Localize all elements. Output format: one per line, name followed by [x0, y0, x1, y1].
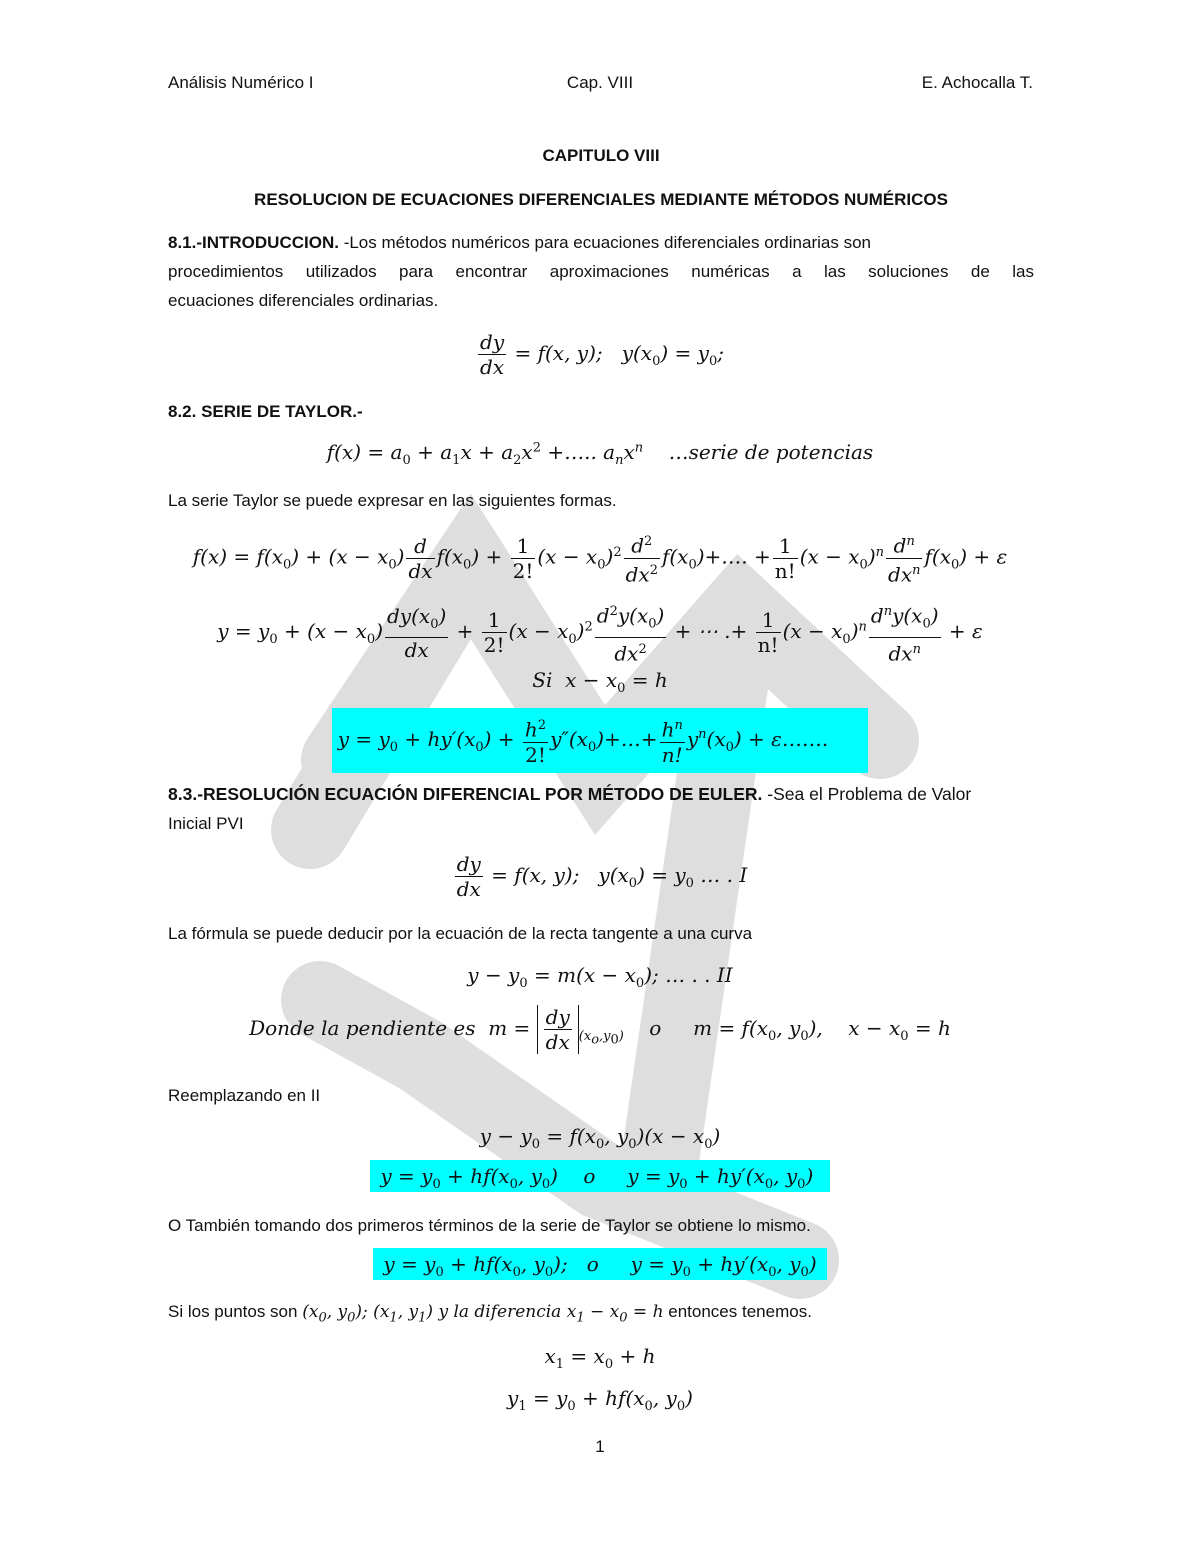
- reemplazando-text: Reemplazando en II: [168, 1086, 321, 1105]
- equation-euler-highlight-1: $y = y_0 + hf(x_0$, $y_0$) o $y = y_0 + hy'(x_0$, $y_0$): [150, 1164, 1050, 1192]
- equation-slope: Donde la pendiente es m = $\frac{dy}{dx}$ $_{(x_o,y_0)}$ o $m = f(x_0$, $y_0$), $x - x_0 = h$: [249, 1005, 951, 1054]
- si-label: Si: [532, 668, 553, 692]
- euler-line-1: [168, 780, 1034, 808]
- page-number: 1: [595, 1437, 605, 1456]
- puntos-line: Si los puntos son ($x_0$, $y_0$); ($x_1$, $y_1$) y la diferencia $x_1 - x_0 = h$ entonces tenemos.: [168, 1302, 812, 1326]
- equation-tangent-line: $y - y_0 = m(x - x_0)$; … . . II: [467, 963, 733, 991]
- section-heading-8-1: 8.1.-INTRODUCCION.: [168, 233, 339, 252]
- equation-pvi: $\frac{dy}{dx}$ = f(x, y); $y(x_0) = y_0$ … . I: [456, 852, 748, 901]
- intro-line-2: procedimientos utilizados para encontrar aproximaciones numéricas a las soluciones de las: [168, 262, 1034, 281]
- y-la-diferencia-text: y la diferencia: [438, 1302, 562, 1322]
- si-puntos-text: Si los puntos son: [168, 1302, 298, 1321]
- header-center: Cap. VIII: [566, 73, 634, 92]
- tangent-text: La fórmula se puede deducir por la ecuación de la recta tangente a una curva: [168, 924, 753, 943]
- equation-taylor-1: $f(x) = f(x_0) + (x - x_0)$ $\frac{d}{dx}$ $f(x_0)$ + $\frac{1}{2!}$ $(x - x_0)^2$ $\frac{d^2}{dx^2}$ $f(x_0)+\dots$. + $\frac{1}{n!}$ $(x - x_0)^n$ $\frac{d^n}{dx^n}$ $f(x_0) + \varepsilon$: [150, 530, 1050, 586]
- series-label: …serie de potencias: [668, 440, 874, 464]
- equation-taylor-h-highlight: $y = y_0 + hy'(x_0)$ + $\frac{h^2}{2!}$ $y''(x_0)+\dots+$ $\frac{h^n}{n!}$ $y^n(x_0)$ + ε…….: [150, 708, 1050, 773]
- intro-line-3: ecuaciones diferenciales ordinarias.: [168, 291, 439, 310]
- chapter-title: CAPITULO VIII: [542, 146, 660, 165]
- section-heading-8-3: 8.3.-RESOLUCIÓN ECUACIÓN DIFERENCIAL POR MÉTODO DE EULER.: [168, 784, 763, 804]
- equation-y1: $y_1 = y_0 + hf(x_0$, $y_0$): [507, 1386, 693, 1414]
- section-heading-8-2: 8.2. SERIE DE TAYLOR.-: [168, 402, 363, 421]
- equation-ode: $\frac{dy}{dx}$ = f(x, y); $y(x_0) = y_0$;: [480, 330, 724, 379]
- header-right: E. Achocalla T.: [921, 73, 1033, 92]
- equation-power-series: $f(x) = a_0 + a_1x + a_2x^2$ +….. $a_nx^n$ …serie de potencias: [326, 440, 874, 468]
- chapter-subtitle: RESOLUCION DE ECUACIONES DIFERENCIALES MEDIANTE MÉTODOS NUMÉRICOS: [254, 190, 948, 209]
- equation-substituted: $y - y_0 = f(x_0$, $y_0)(x - x_0)$: [479, 1124, 721, 1152]
- equation-x1: $x_1 = x_0 + h$: [544, 1344, 656, 1372]
- intro-line-1: [168, 229, 1034, 257]
- intro-text-1: -Los métodos numéricos para ecuaciones diferenciales ordinarias son: [338, 233, 871, 252]
- donde-label: Donde la pendiente es: [249, 1016, 476, 1040]
- entonces-text: entonces tenemos.: [663, 1302, 812, 1321]
- euler-text-1: -Sea el Problema de Valor: [762, 784, 972, 804]
- equation-euler-highlight-2: $y = y_0 + hf(x_0$, $y_0$); o $y = y_0 + hy'(x_0$, $y_0$): [150, 1252, 1050, 1280]
- equation-si-h: Si $x - x_0 = h$: [532, 668, 668, 696]
- taylor-text: La serie Taylor se puede expresar en las siguientes formas.: [168, 491, 617, 510]
- tambien-text: O También tomando dos primeros términos de la serie de Taylor se obtiene lo mismo.: [168, 1216, 811, 1235]
- header-left: Análisis Numérico I: [168, 73, 314, 92]
- euler-line-2: Inicial PVI: [168, 814, 244, 833]
- equation-taylor-2: $y = y_0 + (x - x_0)$ $\frac{dy(x_0)}{dx}$ + $\frac{1}{2!}$ $(x - x_0)^2$ $\frac{d^2y(x_0)}{dx^2}$ + ⋯ .+ $\frac{1}{n!}$ $(x - x_0)^n$ $\frac{d^ny(x_0)}{dx^n}$ + ε: [150, 600, 1050, 665]
